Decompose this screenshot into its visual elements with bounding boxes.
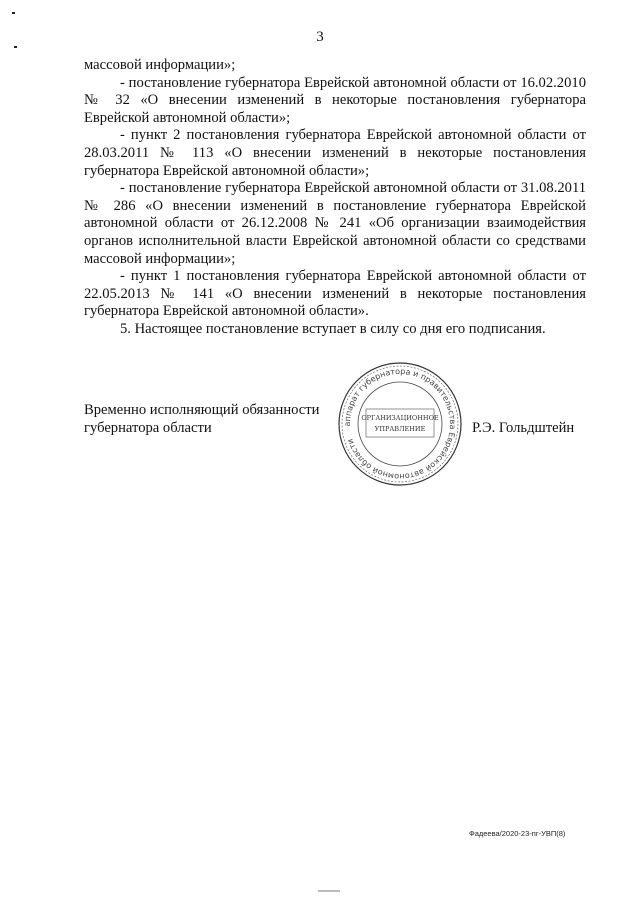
signatory-name: Р.Э. Гольдштейн bbox=[472, 420, 575, 436]
stamp-outer-text: аппарат губернатора и правительства Еврейской автономной области bbox=[342, 366, 458, 482]
svg-text:аппарат губернатора и правител bbox=[336, 360, 464, 488]
paragraph: массовой информации»; bbox=[84, 57, 236, 73]
signatory-title-line: Временно исполняющий обязанности bbox=[84, 402, 320, 418]
page-number: 3 bbox=[316, 29, 324, 45]
scan-speck bbox=[12, 12, 15, 14]
paragraph: - пункт 1 постановления губернатора Еврейской автономной области от 22.05.2013 № 141 «О внесении изменений в некоторые постановления губернатора Еврейской автономной области». bbox=[84, 268, 586, 320]
scan-speck bbox=[14, 46, 17, 48]
scan-mark bbox=[318, 890, 340, 892]
document-body bbox=[84, 57, 586, 339]
stamp-inner-line: УПРАВЛЕНИЕ bbox=[374, 425, 426, 433]
signatory-title-line: губернатора области bbox=[84, 420, 212, 436]
paragraph: - постановление губернатора Еврейской автономной области от 31.08.2011 № 286 «О внесении изменений в постановление губернатора Еврейской автономной области от 26.12.2008 № 241 «Об организации взаимодействия органов исполнительной власти Еврейской автономной области со средствами массовой информации»; bbox=[84, 180, 586, 267]
paragraph: - пункт 2 постановления губернатора Еврейской автономной области от 28.03.2011 № 113 «О внесении изменений в некоторые постановления губернатора Еврейской автономной области»; bbox=[84, 127, 586, 179]
stamp-inner-line: ОРГАНИЗАЦИОННОЕ bbox=[361, 414, 439, 422]
official-stamp bbox=[336, 360, 464, 488]
paragraph: 5. Настоящее постановление вступает в силу со дня его подписания. bbox=[120, 320, 546, 337]
paragraph: - постановление губернатора Еврейской автономной области от 16.02.2010 № 32 «О внесении изменений в некоторые постановления губернатора Еврейской автономной области»; bbox=[84, 74, 586, 126]
signatory-title bbox=[84, 401, 344, 437]
document-reference: Фадеева/2020-23-пг-УВП(8) bbox=[469, 829, 566, 838]
